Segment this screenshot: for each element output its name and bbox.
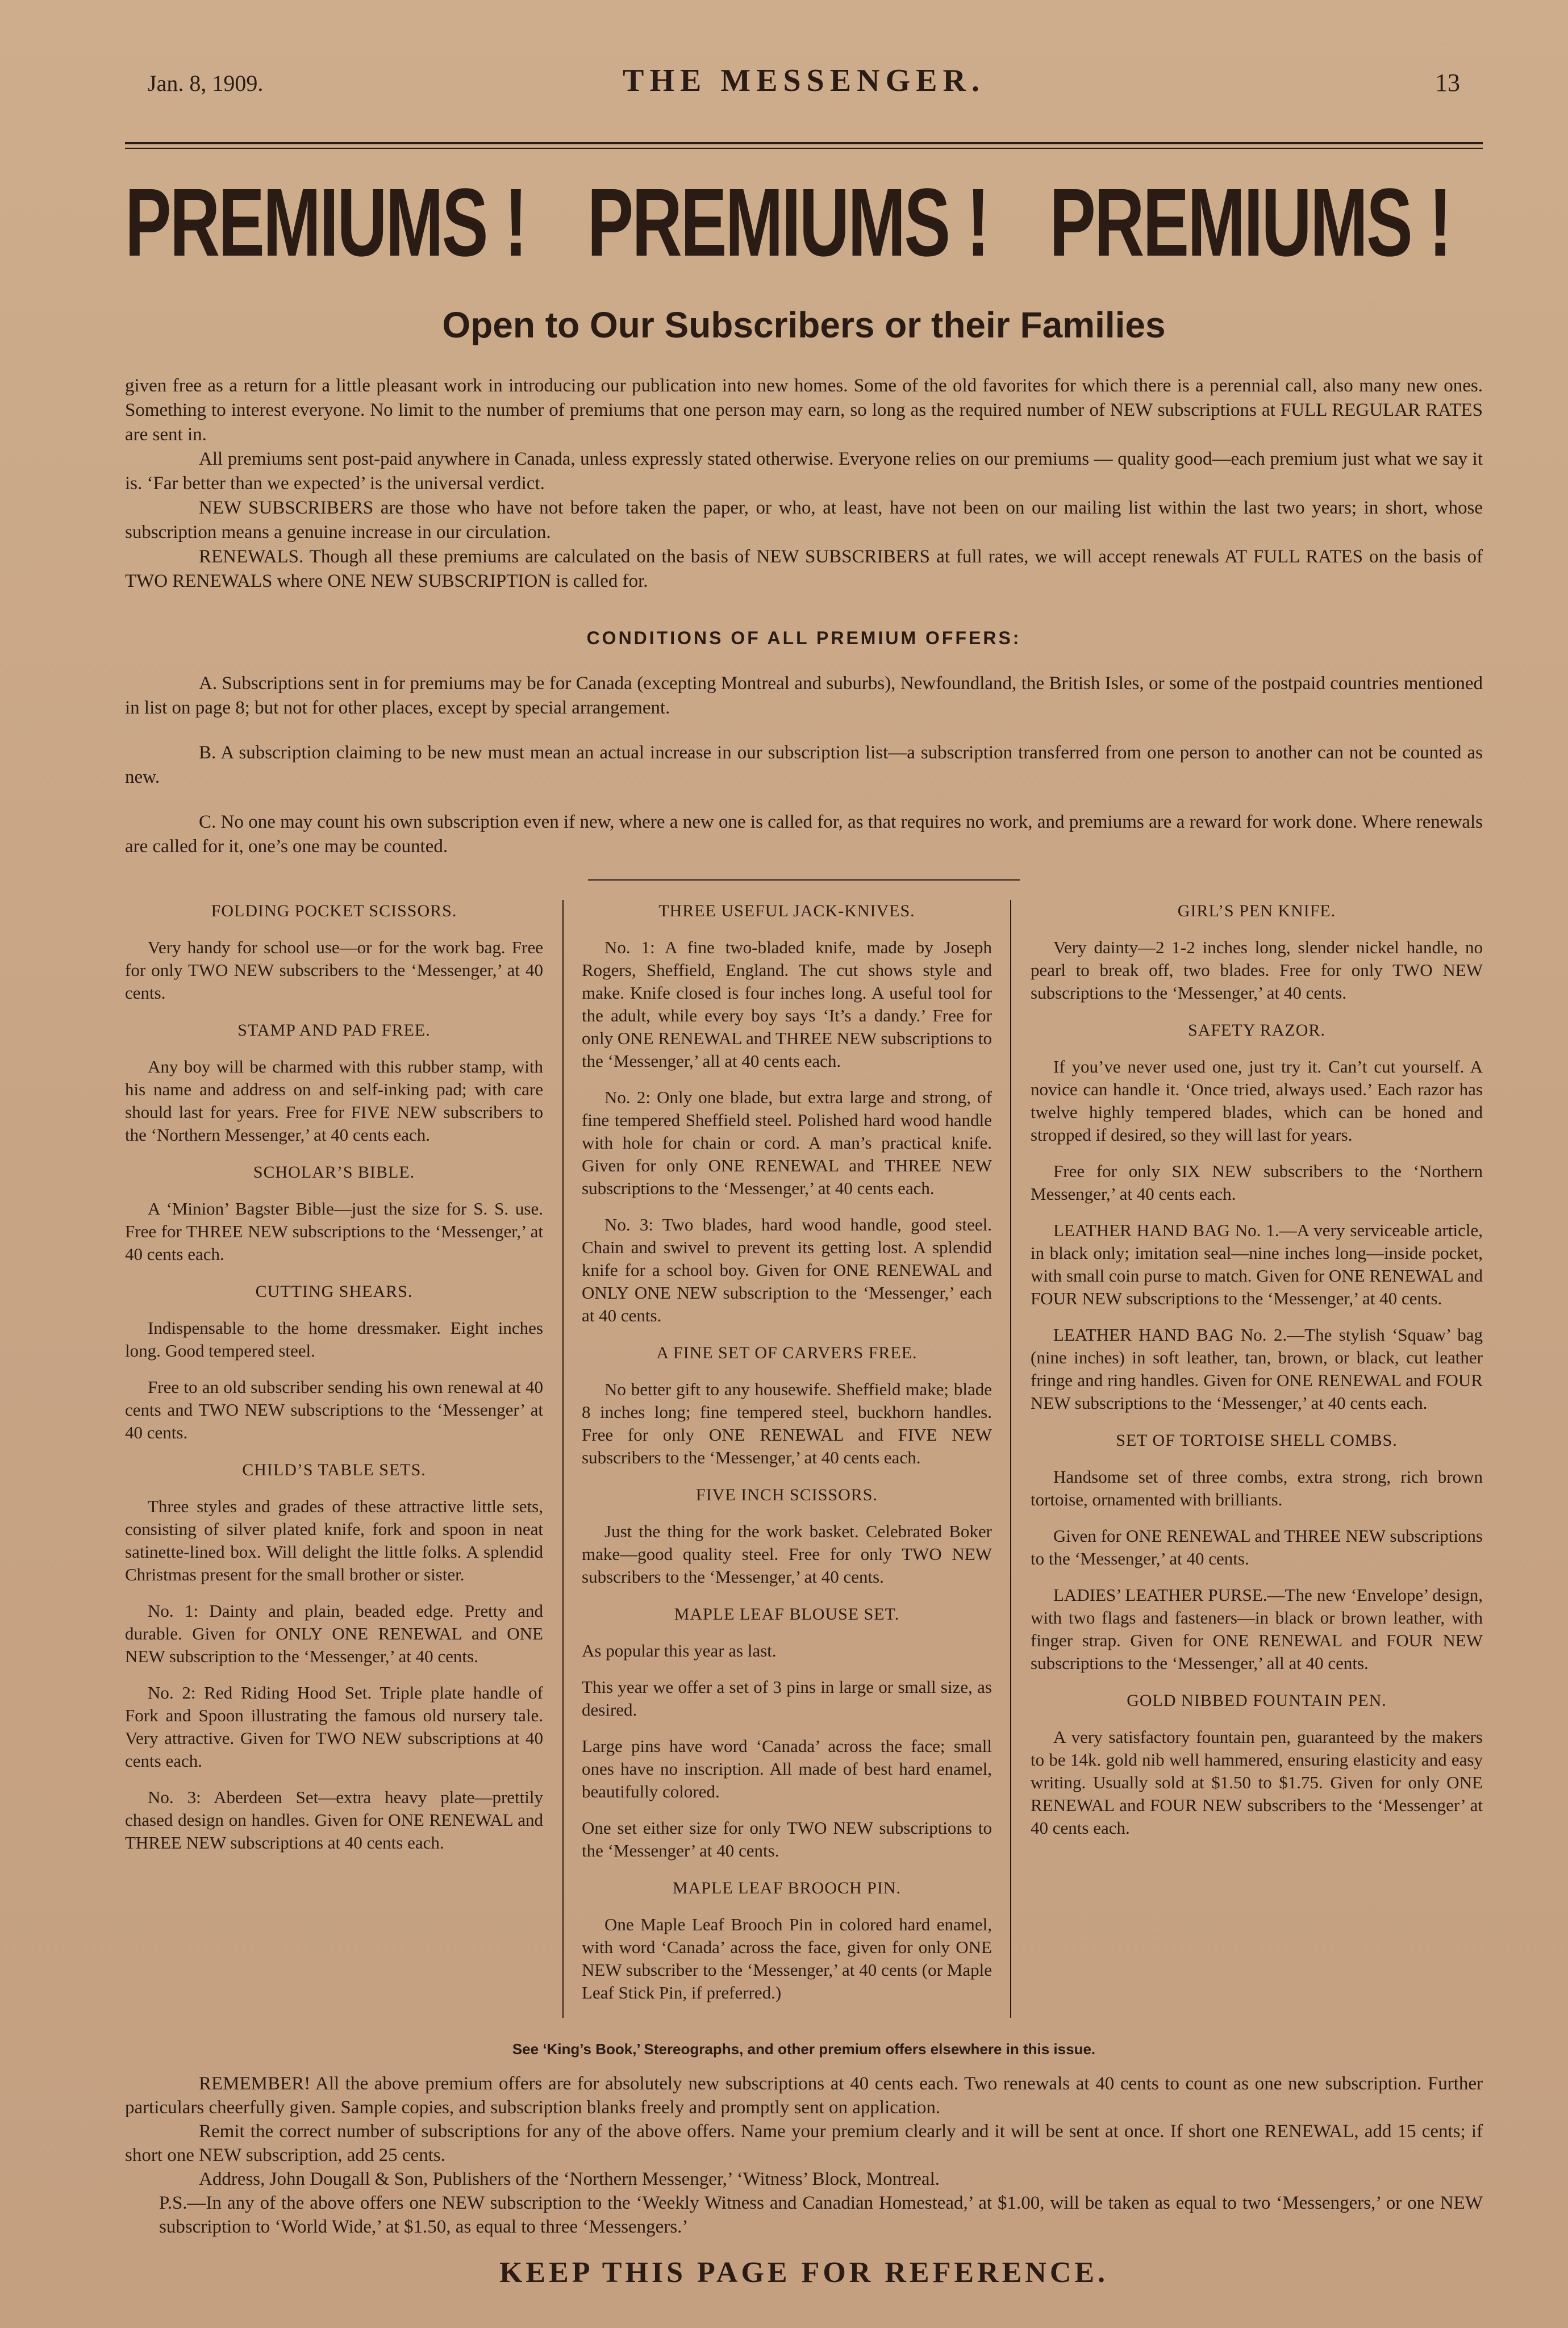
banner-word: PREMIUMS ! xyxy=(125,169,526,277)
section-rule xyxy=(588,879,1020,881)
offer-text: Indispensable to the home dressmaker. Eight inches long. Good tempered steel. xyxy=(125,1318,543,1361)
offer-title: CHILD’S TABLE SETS. xyxy=(242,1461,426,1479)
offer-text: LADIES’ LEATHER PURSE.—The new ‘Envelope’ design, with two flags and fasteners—in black or brown leather, with finger strap. Given for ONE RENEWAL and FOUR NEW subscriptions to the ‘Messenger,’ all at 40 cents. xyxy=(1031,1585,1483,1673)
offer-title: SAFETY RAZOR. xyxy=(1188,1021,1325,1040)
offer-title: CUTTING SHEARS. xyxy=(255,1282,413,1301)
banner-word: PREMIUMS ! xyxy=(587,169,989,277)
offer-text: A ‘Minion’ Bagster Bible—just the size for S. S. use. Free for THREE NEW subscriptions to the ‘Messenger,’ at 40 cents each. xyxy=(125,1199,543,1264)
offer-title: GIRL’S PEN KNIFE. xyxy=(1177,902,1336,920)
offer-title: SCHOLAR’S BIBLE. xyxy=(253,1163,415,1182)
offer-text: No. 2: Only one blade, but extra large and strong, of fine tempered Sheffield steel. Polished hard wood handle with hole for chain or cord. A man’s practical knife. Given for only ONE RENEWAL and THREE NEW subscriptions to the ‘Messenger,’ at 40 cents each. xyxy=(582,1087,992,1198)
issue-date: Jan. 8, 1909. xyxy=(148,70,264,96)
offer-text: One set either size for only TWO NEW subscriptions to the ‘Messenger’ at 40 cents. xyxy=(582,1818,992,1860)
masthead xyxy=(125,62,1483,108)
offer-text: No. 1: Dainty and plain, beaded edge. Pretty and durable. Given for ONLY ONE RENEWAL and ONE NEW subscription to the ‘Messenger,’ at 40 cents. xyxy=(125,1601,543,1666)
offer-title: MAPLE LEAF BLOUSE SET. xyxy=(674,1605,900,1624)
subtitle: Open to Our Subscribers or their Families xyxy=(442,304,1166,345)
offer-text: Free for only SIX NEW subscribers to the ‘Northern Messenger,’ at 40 cents each. xyxy=(1031,1161,1483,1204)
premiums-banner xyxy=(125,169,1475,277)
masthead-rule xyxy=(125,142,1483,149)
remember-note: REMEMBER! All the above premium offers are for absolutely new subscriptions at 40 cents each. Two renewals at 40 cents to count as one new subscription. Further particulars cheerfully given. Sample copies, and subscription blanks freely and promptly sent on application. xyxy=(125,2073,1483,2118)
offer-text: This year we offer a set of 3 pins in large or small size, as desired. xyxy=(582,1677,992,1720)
column-middle xyxy=(562,900,1011,2018)
intro-paragraph: given free as a return for a little pleasant work in introducing our publication into new homes. Some of the old favorites for which there is a perennial call, also many new ones. Something to interest everyone. No limit to the number of premiums that one person may earn, so long as the required number of NEW subscriptions at FULL REGULAR RATES are sent in. xyxy=(125,376,1483,445)
offer-text: Very handy for school use—or for the work bag. Free for only TWO NEW subscribers to the ‘Messenger,’ at 40 cents. xyxy=(125,937,543,1003)
offer-text: No. 2: Red Riding Hood Set. Triple plate handle of Fork and Spoon illustrating the famous old nursery tale. Very attractive. Given for TWO NEW subscriptions at 40 cents each. xyxy=(125,1683,543,1771)
offer-title: SET OF TORTOISE SHELL COMBS. xyxy=(1116,1431,1398,1450)
offer-text: Given for ONE RENEWAL and THREE NEW subscriptions to the ‘Messenger,’ at 40 cents. xyxy=(1031,1526,1483,1568)
offer-text: LEATHER HAND BAG No. 2.—The stylish ‘Squaw’ bag (nine inches) in soft leather, tan, brown, or black, cut leather fringe and ring handles. Given for ONE RENEWAL and FOUR NEW subscriptions to the ‘Messenger,’ at 40 cents each. xyxy=(1031,1325,1483,1413)
keep-page-notice: KEEP THIS PAGE FOR REFERENCE. xyxy=(499,2256,1109,2289)
offer-text: Just the thing for the work basket. Celebrated Boker make—good quality steel. Free for only TWO NEW subscribers to the ‘Messenger,’ at 40 cents. xyxy=(582,1521,992,1587)
condition-item: C. No one may count his own subscription even if new, where a new one is called for, as that requires no work, and premiums are a reward for work done. Where renewals are called for it, one’s one may be counted. xyxy=(125,812,1483,857)
offer-title: THREE USEFUL JACK-KNIVES. xyxy=(658,902,915,920)
offer-text: No. 3: Two blades, hard wood handle, good steel. Chain and swivel to prevent its getting lost. A splendid knife for a school boy. Given for ONE RENEWAL and ONLY ONE NEW subscription to the ‘Messenger,’ each at 40 cents. xyxy=(582,1215,992,1325)
offer-title: STAMP AND PAD FREE. xyxy=(237,1021,431,1040)
offer-text: One Maple Leaf Brooch Pin in colored hard enamel, with word ‘Canada’ across the face, given for only ONE NEW subscriber to the ‘Messenger,’ at 40 cents (or Maple Leaf Stick Pin, if preferred.) xyxy=(582,1914,992,2002)
footer-notes xyxy=(125,2072,1483,2239)
postscript-note: P.S.—In any of the above offers one NEW subscription to the ‘Weekly Witness and Canadian Homestead,’ at $1.00, will be taken as equal to two ‘Messengers,’ or one NEW subscription to ‘World Wide,’ at $1.50, as equal to three ‘Messengers.’ xyxy=(159,2193,1483,2237)
offer-text: Any boy will be charmed with this rubber stamp, with his name and address on and self-inking pad; with care should last for years. Free for FIVE NEW subscribers to the ‘Northern Messenger,’ at 40 cents each. xyxy=(125,1057,543,1145)
intro-text xyxy=(125,374,1483,594)
page-number: 13 xyxy=(1435,69,1460,97)
offer-text: Large pins have word ‘Canada’ across the face; small ones have no inscription. All made of best hard enamel, beautifully colored. xyxy=(582,1736,992,1801)
condition-item: A. Subscriptions sent in for premiums may be for Canada (excepting Montreal and suburbs), Newfoundland, the British Isles, or some of the postpaid countries mentioned in list on page 8; but not for other places, except by special arrangement. xyxy=(125,673,1483,718)
offer-text: Very dainty—2 1-2 inches long, slender nickel handle, no pearl to break off, two blades. Free for only TWO NEW subscriptions to the ‘Messenger,’ at 40 cents. xyxy=(1031,937,1483,1003)
paper-title: THE MESSENGER. xyxy=(623,63,985,98)
intro-paragraph: NEW SUBSCRIBERS are those who have not before taken the paper, or who, at least, have not been on our mailing list within the last two years; in short, whose subscription means a genuine increase in our circulation. xyxy=(125,498,1483,543)
offer-text: Handsome set of three combs, extra strong, rich brown tortoise, ornamented with brilliants. xyxy=(1031,1467,1483,1509)
offer-title: A FINE SET OF CARVERS FREE. xyxy=(656,1344,918,1362)
column-right xyxy=(1011,900,1483,2018)
offer-text: No. 3: Aberdeen Set—extra heavy plate—prettily chased design on handles. Given for ONE RENEWAL and THREE NEW subscriptions at 40 cents each. xyxy=(125,1787,543,1853)
address-note: Address, John Dougall & Son, Publishers of the ‘Northern Messenger,’ ‘Witness’ Block, Montreal. xyxy=(199,2169,940,2189)
offer-text: As popular this year as last. xyxy=(582,1641,777,1661)
intro-paragraph: All premiums sent post-paid anywhere in Canada, unless expressly stated otherwise. Everyone relies on our premiums — quality good—each premium just what we say it is. ‘Far better than we expected’ is the universal verdict. xyxy=(125,449,1483,494)
offer-title: FOLDING POCKET SCISSORS. xyxy=(211,902,457,920)
offer-title: FIVE INCH SCISSORS. xyxy=(696,1486,878,1504)
intro-paragraph: RENEWALS. Though all these premiums are calculated on the basis of NEW SUBSCRIBERS at full rates, we will accept renewals AT FULL RATES on the basis of TWO RENEWALS where ONE NEW SUBSCRIPTION is called for. xyxy=(125,546,1483,591)
offer-text: No. 1: A fine two-bladed knife, made by Joseph Rogers, Sheffield, England. The cut shows style and make. Knife closed is four inches long. A useful tool for the adult, while every boy says ‘It’s a dandy.’ Free for only ONE RENEWAL and THREE NEW subscriptions to the ‘Messenger,’ all at 40 cents each. xyxy=(582,937,992,1071)
column-left xyxy=(125,900,562,2018)
offer-text: Free to an old subscriber sending his own renewal at 40 cents and TWO NEW subscriptions to the ‘Messenger’ at 40 cents. xyxy=(125,1377,543,1442)
offer-text: Three styles and grades of these attractive little sets, consisting of silver plated knife, fork and spoon in neat satinette-lined box. Will delight the little folks. A splendid Christmas present for the small brother or sister. xyxy=(125,1496,543,1584)
conditions-list xyxy=(125,671,1483,859)
conditions-heading: CONDITIONS OF ALL PREMIUM OFFERS: xyxy=(586,628,1021,648)
premium-columns xyxy=(125,900,1483,2018)
offer-text: LEATHER HAND BAG No. 1.—A very serviceable article, in black only; imitation seal—nine inches long—inside pocket, with small coin purse to match. Given for ONE RENEWAL and FOUR NEW subscriptions to the ‘Messenger,’ at 40 cents. xyxy=(1031,1220,1483,1308)
remit-note: Remit the correct number of subscriptions for any of the above offers. Name your premium clearly and it will be sent at once. If short one RENEWAL, add 15 cents; if short one NEW subscription, add 25 cents. xyxy=(125,2121,1483,2166)
see-also-note: See ‘King’s Book,’ Stereographs, and other premium offers elsewhere in this issue. xyxy=(512,2041,1096,2058)
banner-word: PREMIUMS ! xyxy=(1049,169,1450,277)
offer-text: No better gift to any housewife. Sheffield make; blade 8 inches long; fine tempered steel, buckhorn handles. Free for only ONE RENEWAL and FIVE NEW subscribers to the ‘Messenger,’ at 40 cents each. xyxy=(582,1379,992,1467)
offer-text: A very satisfactory fountain pen, guaranteed by the makers to be 14k. gold nib well hammered, ensuring elasticity and easy writing. Usually sold at $1.50 to $1.75. Given for only ONE RENEWAL and FOUR NEW subscribers to the ‘Messenger’ at 40 cents each. xyxy=(1031,1727,1483,1838)
offer-title: GOLD NIBBED FOUNTAIN PEN. xyxy=(1127,1691,1387,1710)
offer-title: MAPLE LEAF BROOCH PIN. xyxy=(672,1879,902,1897)
condition-item: B. A subscription claiming to be new must mean an actual increase in our subscription list—a subscription transferred from one person to another can not be counted as new. xyxy=(125,742,1483,787)
offer-text: If you’ve never used one, just try it. Can’t cut yourself. A novice can handle it. ‘Once tried, always used.’ Each razor has twelve highly tempered blades, which can be honed and stropped if desired, so they will last for years. xyxy=(1031,1057,1483,1145)
